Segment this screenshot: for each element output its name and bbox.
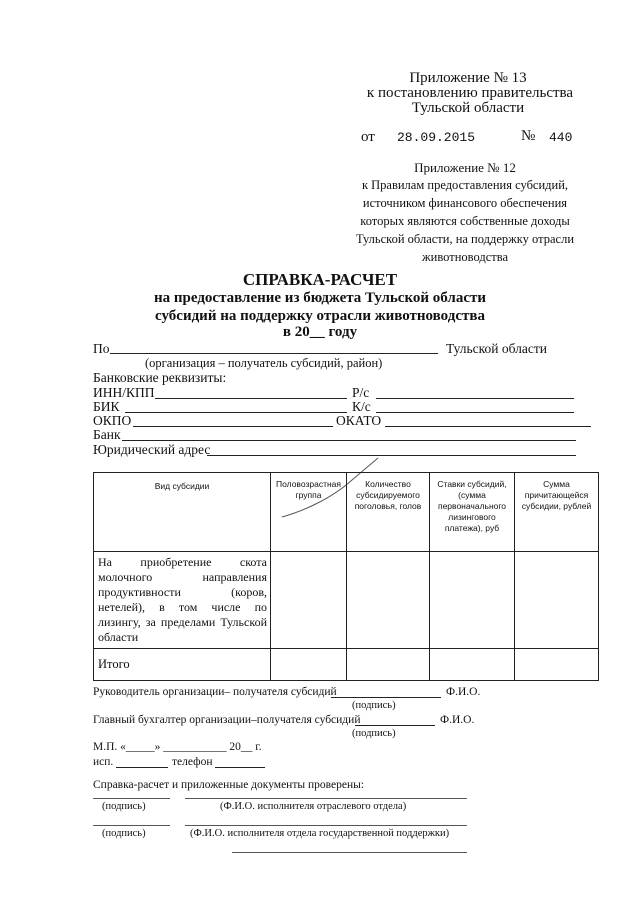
total-rate-cell[interactable]: [430, 649, 515, 681]
total-amount-cell[interactable]: [515, 649, 599, 681]
rs-field[interactable]: [376, 398, 574, 399]
address-label: Юридический адрес: [93, 442, 211, 457]
appendix12-line6: животноводства: [422, 250, 508, 264]
organization-caption: (организация – получатель субсидий, район): [145, 356, 383, 370]
checker2-fio-field[interactable]: [185, 825, 467, 826]
appendix13-line1: Приложение № 13: [409, 70, 527, 86]
appendix12-line3: источником финансового обеспечения: [362, 196, 568, 210]
decree-from-label: от: [361, 129, 375, 145]
header-age-group: Половозрастная группа: [271, 473, 347, 552]
bank-field[interactable]: [122, 440, 576, 441]
table-total-row: [94, 649, 599, 681]
decree-number: 440: [549, 130, 573, 145]
document-title: СПРАВКА-РАСЧЕТ: [242, 270, 398, 289]
okpo-label: ОКПО: [93, 413, 132, 428]
row-amount-cell[interactable]: [515, 552, 599, 649]
total-count-cell[interactable]: [347, 649, 430, 681]
po-label: По: [93, 341, 110, 356]
head-label: Руководитель организации– получателя субсидий: [93, 686, 337, 698]
total-label: Итого: [94, 649, 271, 681]
header-subsidy-rate: Ставки субсидий, (сумма первоначального лизингового платежа), руб: [430, 473, 515, 552]
isp-label: исп.: [93, 756, 114, 768]
appendix12-line4: которых являются собственные доходы: [360, 214, 570, 228]
phone-field[interactable]: [215, 767, 265, 768]
decree-date: 28.09.2015: [397, 130, 476, 145]
bank-details-heading: Банковские реквизиты:: [93, 370, 227, 385]
document-subtitle-line2: на предоставление из бюджета Тульской области: [154, 290, 486, 306]
checker2-signature-field[interactable]: [93, 825, 170, 826]
phone-label: телефон: [172, 756, 213, 768]
bank-label: Банк: [93, 427, 121, 442]
subsidy-table: [93, 472, 599, 681]
row-count-cell[interactable]: [347, 552, 430, 649]
accountant-label: Главный бухгалтер организации–получателя субсидий: [93, 714, 361, 726]
okato-label: ОКАТО: [336, 413, 382, 428]
appendix13-line3: Тульской области: [411, 100, 525, 116]
row-age-group-cell[interactable]: [271, 552, 347, 649]
checker2-sign-caption: (подпись): [102, 828, 146, 839]
document-subtitle-line4: в 20__ году: [282, 324, 358, 340]
accountant-fio-label: Ф.И.О.: [440, 714, 475, 726]
table-row: [94, 552, 599, 649]
organization-field[interactable]: [110, 353, 438, 354]
checked-statement: Справка-расчет и приложенные документы проверены:: [93, 779, 365, 791]
accountant-sign-caption: (подпись): [352, 728, 396, 739]
region-suffix: Тульской области: [446, 341, 547, 356]
ks-label: К/с: [352, 399, 371, 414]
checker1-signature-field[interactable]: [93, 798, 170, 799]
okato-field[interactable]: [385, 426, 591, 427]
appendix13-line2: к постановлению правительства: [366, 85, 574, 101]
document-subtitle-line3: субсидий на поддержку отрасли животноводства: [155, 308, 485, 324]
address-field[interactable]: [207, 455, 576, 456]
inn-field[interactable]: [155, 398, 347, 399]
checker1-sign-caption: (подпись): [102, 801, 146, 812]
accountant-signature-field[interactable]: [355, 725, 435, 726]
bik-field[interactable]: [125, 412, 347, 413]
checker1-fio-field[interactable]: [185, 798, 467, 799]
appendix12-line2: к Правилам предоставления субсидий,: [361, 178, 569, 192]
table-header-row: [94, 473, 599, 552]
header-livestock-count: Количество субсидируемого поголовья, голов: [347, 473, 430, 552]
checker1-fio-caption: (Ф.И.О. исполнителя отраслевого отдела): [220, 801, 407, 812]
isp-field[interactable]: [116, 767, 168, 768]
head-fio-label: Ф.И.О.: [446, 686, 481, 698]
appendix12-line1: Приложение № 12: [414, 160, 516, 175]
header-subsidy-amount: Сумма причитающейся субсидии, рублей: [515, 473, 599, 552]
ks-field[interactable]: [376, 412, 574, 413]
head-sign-caption: (подпись): [352, 700, 396, 711]
bottom-divider: [232, 852, 467, 853]
appendix12-line5: Тульской области, на поддержку отрасли: [355, 232, 575, 246]
row-rate-cell[interactable]: [430, 552, 515, 649]
mp-date-line[interactable]: М.П. «_____» ___________ 20__ г.: [93, 741, 262, 753]
row-description: На приобретение скота молочного направления продуктивности (коров, нетелей), в том числе по лизингу, за пределами Тульской области: [94, 552, 271, 649]
checker2-fio-caption: (Ф.И.О. исполнителя отдела государственной поддержки): [190, 828, 450, 839]
bik-label: БИК: [93, 399, 120, 414]
total-age-group-cell[interactable]: [271, 649, 347, 681]
okpo-field[interactable]: [133, 426, 333, 427]
decree-no-label: №: [521, 128, 536, 144]
header-subsidy-type: Вид субсидии: [94, 473, 271, 552]
rs-label: Р/с: [352, 385, 370, 400]
inn-label: ИНН/КПП: [93, 385, 155, 400]
head-signature-field[interactable]: [331, 697, 441, 698]
